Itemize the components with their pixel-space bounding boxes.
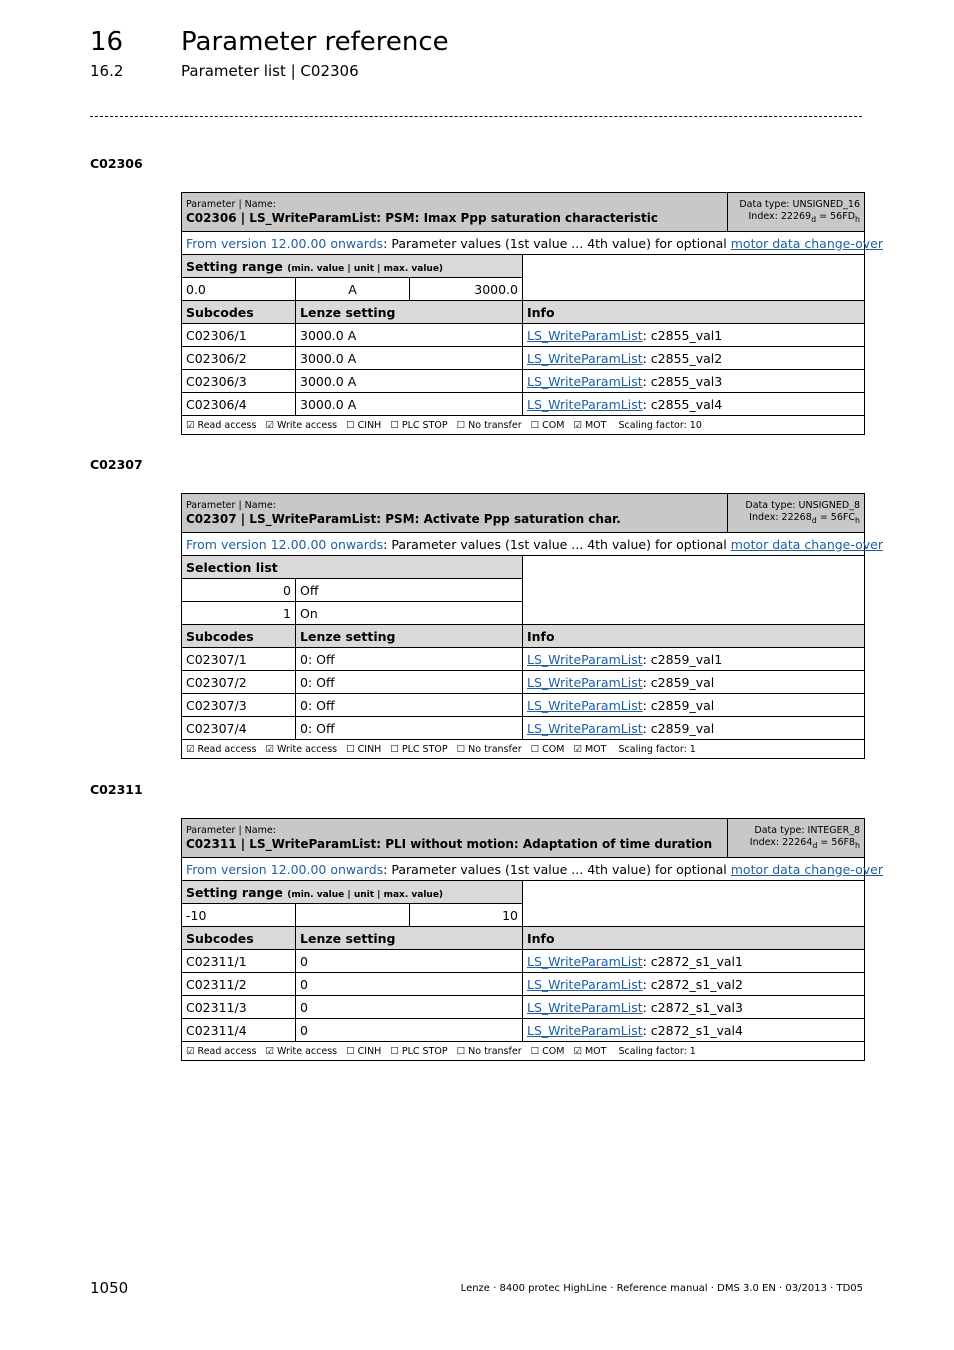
anchor-c02307: C02307	[90, 457, 143, 472]
anchor-c02311: C02311	[90, 782, 143, 797]
info-link[interactable]: LS_WriteParamList	[527, 976, 643, 992]
page-number: 1050	[90, 1279, 129, 1297]
chapter-number: 16	[90, 27, 124, 57]
subcode: C02311/4	[182, 1019, 296, 1042]
section-title: Parameter list | C02306	[181, 62, 359, 80]
index-hex: = 56F8	[817, 836, 856, 848]
param-table-c02311	[181, 818, 883, 1061]
info-text: : c2859_val	[642, 674, 715, 690]
description-text: : Parameter values (1st value ... 4th value) for optional	[383, 536, 731, 552]
range-max: 3000.0	[410, 278, 523, 301]
info-link[interactable]: LS_WriteParamList	[527, 651, 643, 667]
param-header-label: Parameter | Name:	[186, 824, 276, 836]
col-info: Info	[523, 301, 865, 324]
info-text: : c2855_val4	[642, 396, 723, 412]
lenze-setting: 0	[296, 973, 523, 996]
motor-data-link[interactable]: motor data change-over	[730, 861, 883, 877]
plc-stop-flag: ☐ PLC STOP	[390, 419, 448, 431]
com-flag: ☐ COM	[530, 743, 565, 755]
info-text: : c2859_val1	[642, 651, 723, 667]
plc-stop-flag: ☐ PLC STOP	[390, 743, 448, 755]
param-title: C02311 | LS_WriteParamList: PLI without motion: Adaptation of time duration	[186, 836, 713, 851]
data-type: Data type: UNSIGNED_8	[745, 499, 861, 511]
setting-range-label: Setting range	[186, 258, 283, 274]
lenze-setting: 3000.0 A	[296, 370, 523, 393]
data-type: Data type: UNSIGNED_16	[739, 198, 861, 210]
setting-range-header	[182, 881, 523, 904]
setting-range-hint: (min. value | unit | max. value)	[287, 263, 444, 274]
selection-value: 1	[182, 602, 296, 625]
data-type-cell	[728, 819, 865, 858]
param-header-label: Parameter | Name:	[186, 499, 276, 511]
subcode: C02307/4	[182, 717, 296, 740]
read-access-flag: ☑ Read access	[186, 419, 257, 431]
param-header	[182, 494, 728, 533]
com-flag: ☐ COM	[530, 419, 565, 431]
index-hex-sub: h	[855, 515, 861, 525]
info-link[interactable]: LS_WriteParamList	[527, 1022, 643, 1038]
chapter-title: Parameter reference	[181, 27, 449, 57]
description-text: : Parameter values (1st value ... 4th value) for optional	[383, 235, 731, 251]
index-value: Index: 22268	[749, 511, 812, 523]
info-link[interactable]: LS_WriteParamList	[527, 327, 643, 343]
lenze-setting: 0: Off	[296, 648, 523, 671]
mot-flag: ☑ MOT	[573, 419, 607, 431]
param-title: C02306 | LS_WriteParamList: PSM: Imax Ppp saturation characteristic	[186, 210, 658, 225]
setting-range-label: Setting range	[186, 884, 283, 900]
lenze-setting: 0	[296, 996, 523, 1019]
subcode: C02307/3	[182, 694, 296, 717]
selection-label: On	[296, 602, 523, 625]
col-subcodes: Subcodes	[182, 927, 296, 950]
cinh-flag: ☐ CINH	[346, 743, 382, 755]
subcode: C02306/3	[182, 370, 296, 393]
plc-stop-flag: ☐ PLC STOP	[390, 1045, 448, 1057]
index-sub: d	[811, 515, 817, 525]
table-row	[182, 648, 865, 671]
subcode: C02307/1	[182, 648, 296, 671]
info-cell	[523, 347, 865, 370]
col-subcodes: Subcodes	[182, 625, 296, 648]
data-type: Data type: INTEGER_8	[754, 824, 861, 836]
index-hex: = 56FC	[816, 511, 855, 523]
access-flags	[182, 740, 865, 759]
param-table-c02306	[181, 192, 883, 435]
info-link[interactable]: LS_WriteParamList	[527, 697, 643, 713]
setting-range-hint: (min. value | unit | max. value)	[287, 889, 444, 900]
range-unit	[296, 904, 410, 927]
index-hex-sub: h	[855, 214, 861, 224]
param-header	[182, 193, 728, 232]
lenze-setting: 0: Off	[296, 694, 523, 717]
index-sub: d	[811, 214, 817, 224]
info-link[interactable]: LS_WriteParamList	[527, 350, 643, 366]
cinh-flag: ☐ CINH	[346, 419, 382, 431]
info-cell	[523, 393, 865, 416]
selection-value: 0	[182, 579, 296, 602]
subcode: C02306/2	[182, 347, 296, 370]
info-link[interactable]: LS_WriteParamList	[527, 674, 643, 690]
write-access-flag: ☑ Write access	[265, 743, 338, 755]
anchor-c02306: C02306	[90, 156, 143, 171]
subcode: C02306/1	[182, 324, 296, 347]
empty-cell	[523, 556, 865, 625]
subcode: C02311/3	[182, 996, 296, 1019]
selection-list-header: Selection list	[182, 556, 523, 579]
info-text: : c2872_s1_val3	[642, 999, 743, 1015]
info-link[interactable]: LS_WriteParamList	[527, 373, 643, 389]
info-link[interactable]: LS_WriteParamList	[527, 999, 643, 1015]
scaling-factor: Scaling factor: 1	[618, 743, 696, 755]
scaling-factor: Scaling factor: 10	[618, 419, 702, 431]
mot-flag: ☑ MOT	[573, 743, 607, 755]
description-text: : Parameter values (1st value ... 4th value) for optional	[383, 861, 731, 877]
mot-flag: ☑ MOT	[573, 1045, 607, 1057]
empty-cell	[523, 881, 865, 927]
subcode: C02307/2	[182, 671, 296, 694]
table-row	[182, 324, 865, 347]
range-min: 0.0	[182, 278, 296, 301]
range-unit: A	[296, 278, 410, 301]
table-row	[182, 347, 865, 370]
table-row	[182, 370, 865, 393]
table-row	[182, 1019, 865, 1042]
info-text: : c2872_s1_val4	[642, 1022, 743, 1038]
col-info: Info	[523, 625, 865, 648]
lenze-setting: 3000.0 A	[296, 324, 523, 347]
access-flags	[182, 1042, 865, 1061]
lenze-setting: 0	[296, 1019, 523, 1042]
subcode: C02311/2	[182, 973, 296, 996]
table-row	[182, 671, 865, 694]
info-cell	[523, 950, 865, 973]
info-cell	[523, 1019, 865, 1042]
info-text: : c2855_val1	[642, 327, 723, 343]
subcode: C02306/4	[182, 393, 296, 416]
read-access-flag: ☑ Read access	[186, 1045, 257, 1057]
version-link[interactable]: From version 12.00.00 onwards	[186, 861, 384, 877]
index-hex-sub: h	[855, 840, 861, 850]
info-cell	[523, 648, 865, 671]
col-lenze-setting: Lenze setting	[296, 301, 523, 324]
index-sub: d	[812, 840, 818, 850]
col-lenze-setting: Lenze setting	[296, 927, 523, 950]
info-text: : c2855_val2	[642, 350, 723, 366]
motor-data-link[interactable]: motor data change-over	[730, 235, 883, 251]
info-cell	[523, 996, 865, 1019]
info-cell	[523, 694, 865, 717]
col-lenze-setting: Lenze setting	[296, 625, 523, 648]
data-type-cell	[728, 494, 865, 533]
info-link[interactable]: LS_WriteParamList	[527, 720, 643, 736]
info-cell	[523, 324, 865, 347]
lenze-setting: 0	[296, 950, 523, 973]
info-text: : c2855_val3	[642, 373, 723, 389]
write-access-flag: ☑ Write access	[265, 419, 338, 431]
info-cell	[523, 671, 865, 694]
info-link[interactable]: LS_WriteParamList	[527, 953, 643, 969]
col-info: Info	[523, 927, 865, 950]
access-flags	[182, 416, 865, 435]
table-row	[182, 717, 865, 740]
param-description	[182, 533, 883, 556]
setting-range-header	[182, 255, 523, 278]
index-value: Index: 22264	[749, 836, 813, 848]
info-text: : c2859_val	[642, 697, 715, 713]
info-cell	[523, 370, 865, 393]
info-text: : c2872_s1_val2	[642, 976, 743, 992]
subcode: C02311/1	[182, 950, 296, 973]
table-row	[182, 973, 865, 996]
info-text: : c2859_val	[642, 720, 715, 736]
index-hex: = 56FD	[816, 210, 856, 222]
version-link[interactable]: From version 12.00.00 onwards	[186, 235, 384, 251]
param-header	[182, 819, 728, 858]
range-min: -10	[182, 904, 296, 927]
table-row	[182, 694, 865, 717]
lenze-setting: 3000.0 A	[296, 347, 523, 370]
table-row	[182, 393, 865, 416]
scaling-factor: Scaling factor: 1	[618, 1045, 696, 1057]
com-flag: ☐ COM	[530, 1045, 565, 1057]
motor-data-link[interactable]: motor data change-over	[730, 536, 883, 552]
param-table-c02307	[181, 493, 883, 759]
read-access-flag: ☑ Read access	[186, 743, 257, 755]
selection-label: Off	[296, 579, 523, 602]
table-row	[182, 996, 865, 1019]
data-type-cell	[728, 193, 865, 232]
lenze-setting: 3000.0 A	[296, 393, 523, 416]
no-transfer-flag: ☐ No transfer	[456, 743, 522, 755]
lenze-setting: 0: Off	[296, 717, 523, 740]
empty-cell	[523, 255, 865, 301]
param-header-label: Parameter | Name:	[186, 198, 276, 210]
write-access-flag: ☑ Write access	[265, 1045, 338, 1057]
param-description	[182, 858, 883, 881]
table-row	[182, 950, 865, 973]
no-transfer-flag: ☐ No transfer	[456, 419, 522, 431]
info-link[interactable]: LS_WriteParamList	[527, 396, 643, 412]
version-link[interactable]: From version 12.00.00 onwards	[186, 536, 384, 552]
no-transfer-flag: ☐ No transfer	[456, 1045, 522, 1057]
param-title: C02307 | LS_WriteParamList: PSM: Activate Ppp saturation char.	[186, 511, 621, 526]
info-text: : c2872_s1_val1	[642, 953, 743, 969]
index-value: Index: 22269	[748, 210, 812, 222]
header-divider	[90, 116, 862, 117]
info-cell	[523, 973, 865, 996]
document-info: Lenze · 8400 protec HighLine · Reference manual · DMS 3.0 EN · 03/2013 · TD05	[460, 1283, 863, 1294]
col-subcodes: Subcodes	[182, 301, 296, 324]
range-max: 10	[410, 904, 523, 927]
cinh-flag: ☐ CINH	[346, 1045, 382, 1057]
param-description	[182, 232, 883, 255]
section-number: 16.2	[90, 62, 124, 80]
info-cell	[523, 717, 865, 740]
lenze-setting: 0: Off	[296, 671, 523, 694]
